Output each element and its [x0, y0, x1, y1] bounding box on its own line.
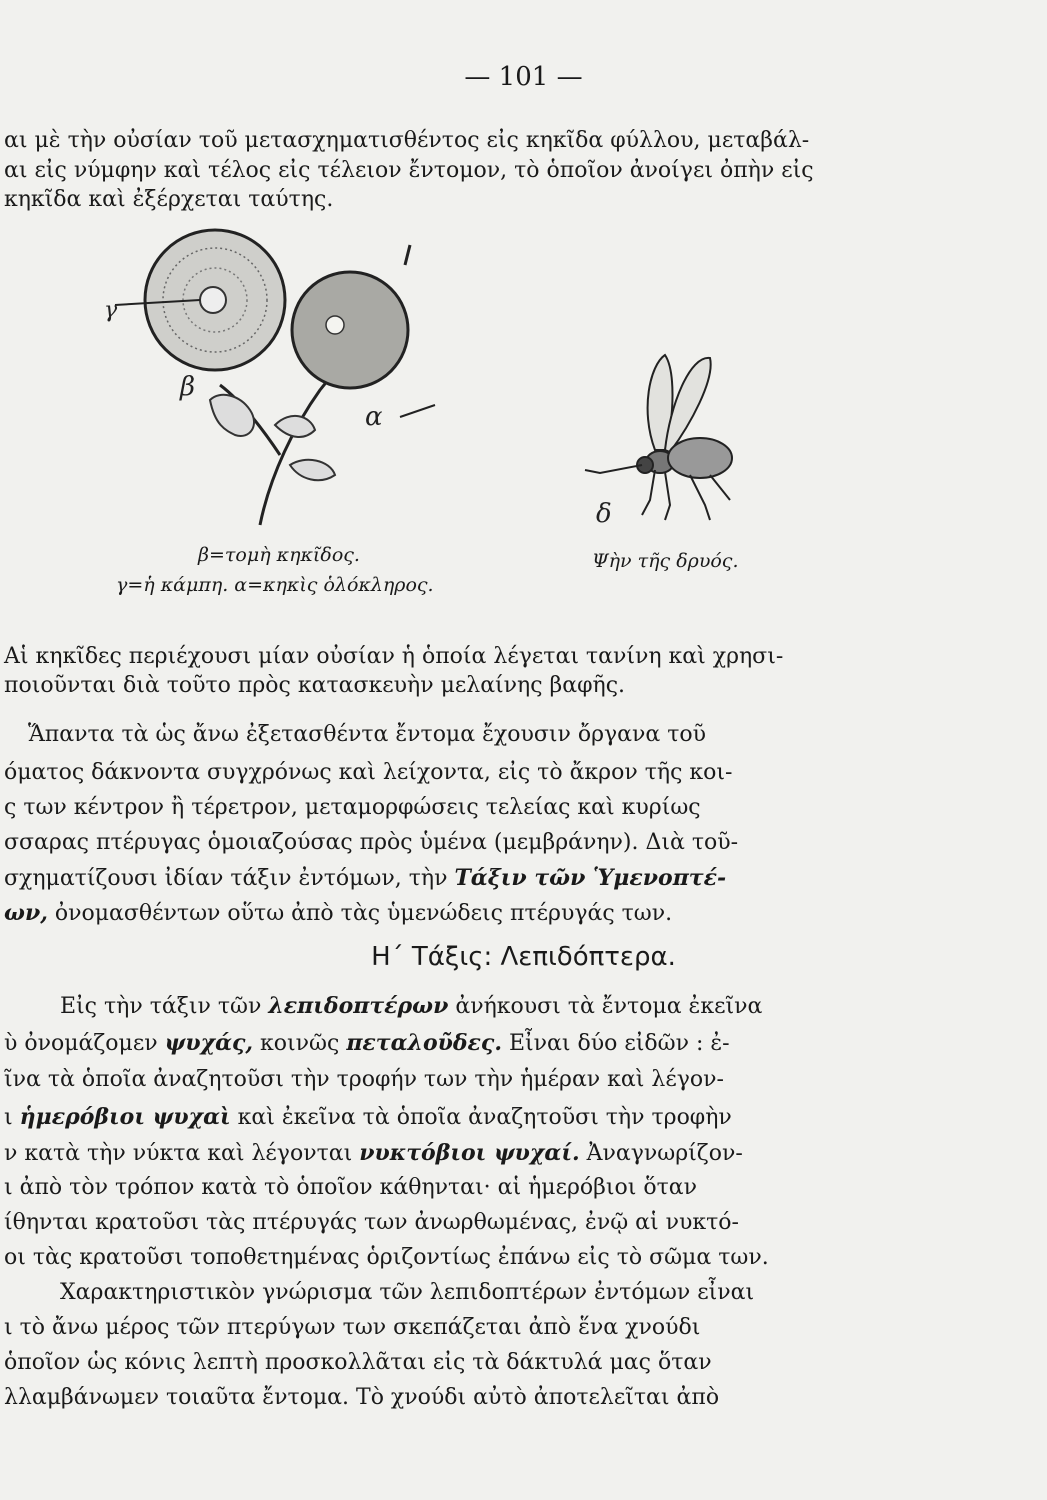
para3-line-1 — [60, 993, 762, 1019]
gall-cross-section — [115, 230, 285, 370]
caption-left-1: β=τομὴ κηκῖδος. — [198, 544, 360, 566]
para2-line-2: όματος δάκνοντα συγχρόνως καὶ λείχοντα, εἰς τὸ ἄκρον τῆς κοι- — [4, 760, 733, 785]
oak-gall-illustration — [100, 225, 440, 535]
para1-line-1: Αἱ κηκῖδες περιέχουσι μίαν οὐσίαν ἡ ὁποία λέγεται τανίνη καὶ χρησι- — [4, 644, 784, 669]
leaf-fragments — [210, 395, 335, 480]
para3-line-5-post: Ἀναγνωρίζον- — [579, 1141, 743, 1166]
label-beta: β — [180, 372, 196, 402]
para2-line-3: ς των κέντρον ἢ τέρετρον, μεταμορφώσεις τελείας καὶ κυρίως — [4, 795, 701, 820]
caption-left-2: γ=ἡ κάμπη. α=κηκὶς ὁλόκληρος. — [116, 574, 434, 596]
intro-line-1: αι μὲ τὴν οὐσίαν τοῦ μετασχηματισθέντος εἰς κηκῖδα φύλλου, μεταβάλ- — [4, 128, 810, 153]
para2-line-1: Ἅπαντα τὰ ὡς ἄνω ἐξετασθέντα ἔντομα ἔχουσιν ὄργανα τοῦ — [28, 722, 707, 747]
term-petaloudes: πεταλοῦδες. — [346, 1030, 502, 1056]
gall-wasp-illustration — [570, 340, 770, 540]
order-hymenoptera-term-end: ων, — [4, 900, 48, 926]
term-diurnal: ἡμερόβιοι ψυχαὶ — [19, 1104, 231, 1130]
whole-gall — [292, 272, 408, 388]
para4-line-4: λλαμβάνωμεν τοιαῦτα ἔντομα. Τὸ χνούδι αὐτὸ ἀποτελεῖται ἀπὸ — [4, 1385, 720, 1410]
para3-line-8: οι τὰς κρατοῦσι τοποθετημένας ὁριζοντίως ἐπάνω εἰς τὸ σῶμα των. — [4, 1245, 769, 1270]
para3-line-4 — [4, 1104, 732, 1130]
para3-line-1-pre: Εἰς τὴν τάξιν τῶν — [60, 994, 269, 1019]
intro-line-2: αι εἰς νύμφην καὶ τέλος εἰς τέλειον ἔντομον, τὸ ὁποῖον ἀνοίγει ὀπὴν εἰς — [4, 158, 814, 183]
term-nocturnal: νυκτόβιοι ψυχαί. — [359, 1140, 580, 1166]
para3-line-4-pre: ι — [4, 1105, 20, 1130]
label-alpha: α — [365, 402, 383, 432]
term-psychas: ψυχάς, — [164, 1030, 254, 1056]
para3-line-2-post: Εἶναι δύο εἰδῶν : ἐ- — [502, 1031, 730, 1056]
para2-line-4: σσαρας πτέρυγας ὁμοιαζούσας πρὸς ὑμένα (μεμβράνην). Διὰ τοῦ- — [4, 830, 739, 855]
order-hymenoptera-term: Τάξιν τῶν Ὑμενοπτέ- — [454, 865, 727, 891]
para3-line-1-post: ἀνήκουσι τὰ ἔντομα ἐκεῖνα — [448, 994, 763, 1019]
para4-line-1: Χαρακτηριστικὸν γνώρισμα τῶν λεπιδοπτέρων ἐντόμων εἶναι — [60, 1280, 755, 1305]
para3-line-3: ῖνα τὰ ὁποῖα ἀναζητοῦσι τὴν τροφήν των τὴν ἡμέραν καὶ λέγον- — [4, 1067, 724, 1092]
para4-line-2: ι τὸ ἄνω μέρος τῶν πτερύγων των σκεπάζεται ἀπὸ ἕνα χνούδι — [4, 1315, 701, 1340]
caption-right: Ψὴν τῆς δρυός. — [592, 550, 739, 572]
para3-line-5-pre: ν κατὰ τὴν νύκτα καὶ λέγονται — [4, 1141, 360, 1166]
para2-line-5-text: σχηματίζουσι ἰδίαν τάξιν ἐντόμων, τὴν — [4, 866, 455, 891]
para2-line-6-text: ὀνομασθέντων οὕτω ἀπὸ τὰς ὑμενώδεις πτέρυγάς των. — [47, 901, 673, 926]
label-delta: δ — [596, 499, 612, 529]
page-number: — 101 — — [464, 62, 583, 92]
section-heading: Η΄ Τάξις: Λεπιδόπτερα. — [371, 942, 676, 972]
para3-line-2-mid: κοινῶς — [253, 1031, 347, 1056]
para3-line-4-post: καὶ ἐκεῖνα τὰ ὁποῖα ἀναζητοῦσι τὴν τροφὴν — [230, 1105, 732, 1130]
label-gamma: γ — [104, 298, 118, 323]
para3-line-2-pre: ὺ ὀνομάζομεν — [4, 1031, 165, 1056]
para4-line-3: ὁποῖον ὡς κόνις λεπτὴ προσκολλᾶται εἰς τὰ δάκτυλά μας ὅταν — [4, 1350, 712, 1375]
para3-line-5 — [4, 1140, 743, 1166]
para1-line-2: ποιοῦνται διὰ τοῦτο πρὸς κατασκευὴν μελαίνης βαφῆς. — [4, 673, 626, 698]
para2-line-5 — [4, 865, 726, 891]
para2-line-6 — [4, 900, 672, 926]
para3-line-6: ι ἀπὸ τὸν τρόπον κατὰ τὸ ὁποῖον κάθηνται· αἱ ἡμερόβιοι ὅταν — [4, 1175, 698, 1200]
para3-line-7: ίθηνται κρατοῦσι τὰς πτέρυγάς των ἀνωρθωμένας, ἐνῷ αἱ νυκτό- — [4, 1210, 739, 1235]
wasp-body — [637, 438, 732, 478]
intro-line-3: κηκῖδα καὶ ἐξέρχεται ταύτης. — [4, 187, 334, 212]
term-lepidoptera: λεπιδοπτέρων — [268, 993, 449, 1019]
para3-line-2 — [4, 1030, 730, 1056]
